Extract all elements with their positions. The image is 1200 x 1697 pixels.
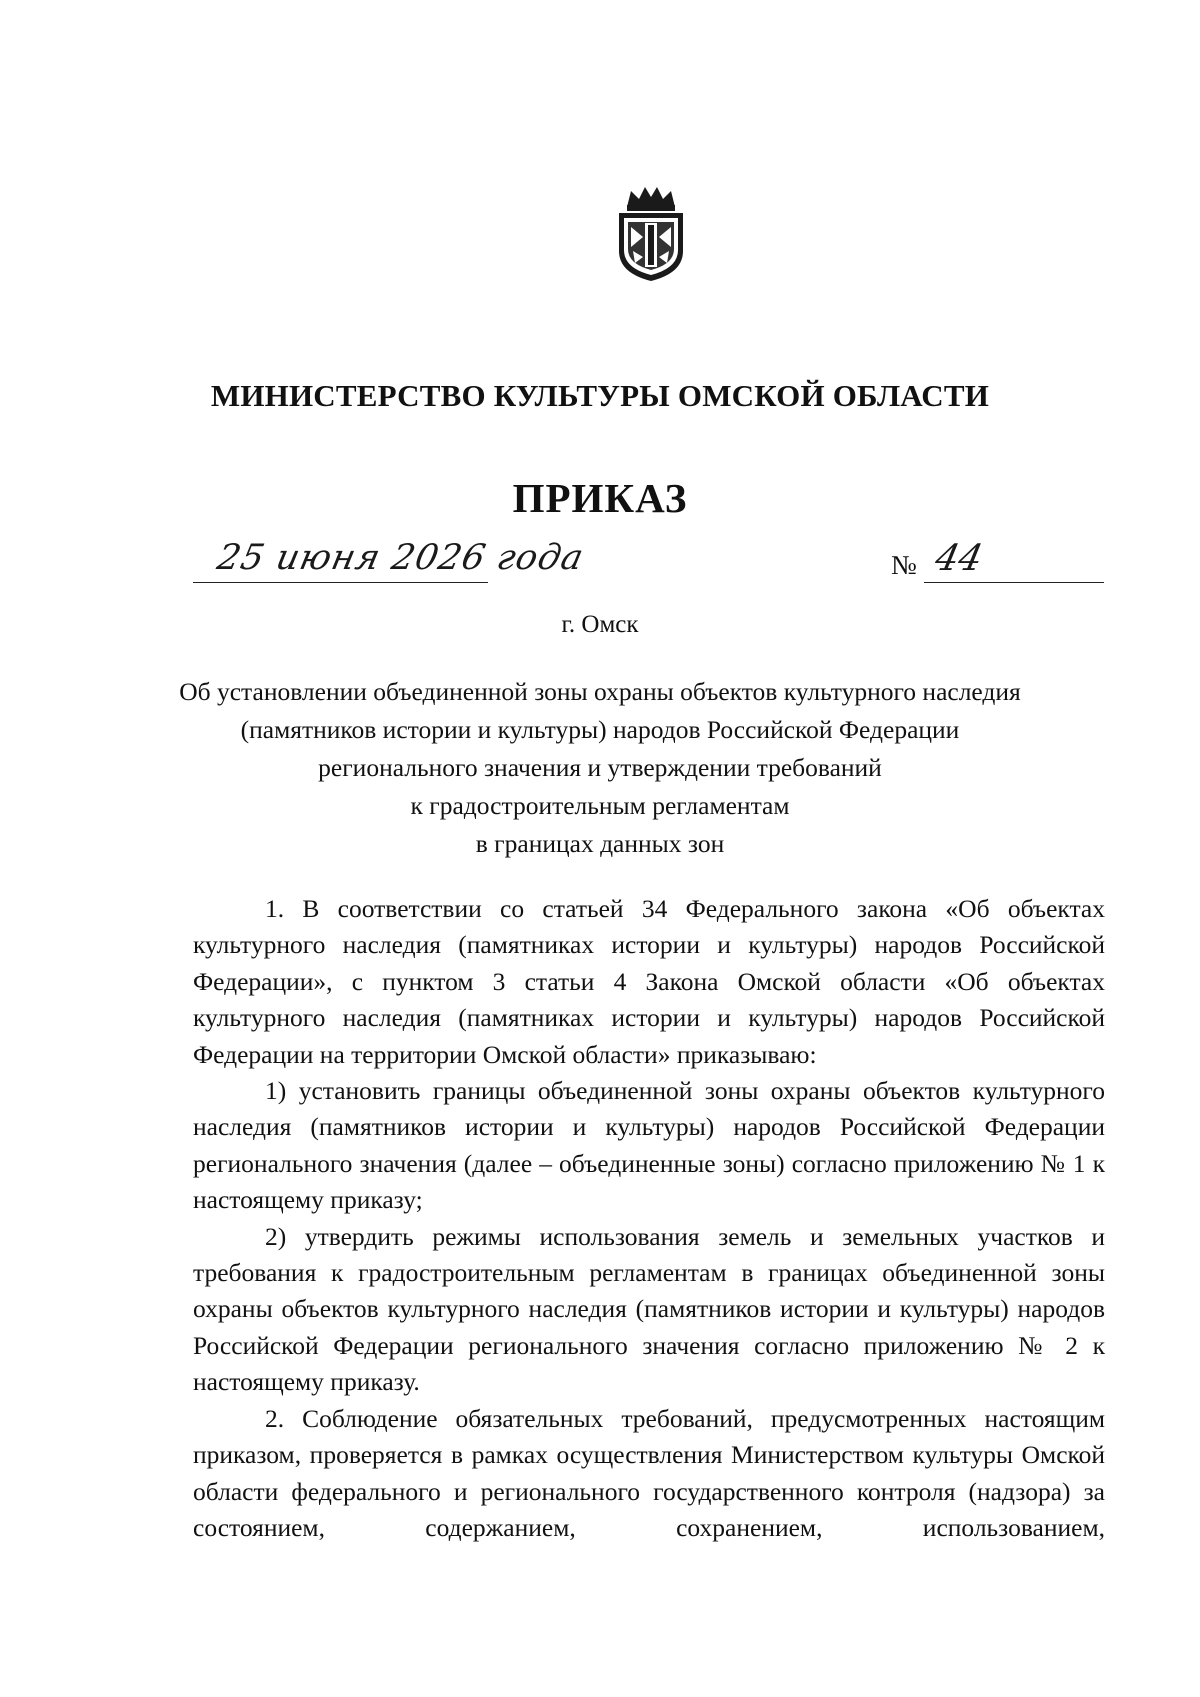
number-label: № [891,550,917,580]
order-subject [150,673,1050,863]
subject-line: Об установлении объединенной зоны охраны объектов культурного наследия [179,677,1021,706]
paragraph-2: 2. Соблюдение обязательных требований, предусмотренных настоящим приказом, проверяется в рамках осуществления Министерством культуры Омской области федерального и регионального государственного контроля (надзора) за состоянием, содержанием, сохранением, использованием, [193,1403,1105,1542]
handwritten-date: 25 июня 2026 года [213,538,588,578]
paragraph-1-item-1: 1) установить границы объединенной зоны охраны объектов культурного наследия (памятников истории и культуры) народов Российской Федерации регионального значения (далее – объединенные зоны) согласно приложению № 1 к настоящему приказу; [193,1076,1105,1215]
coat-of-arms-emblem [613,185,689,283]
ministry-name: МИНИСТЕРСТВО КУЛЬТУРЫ ОМСКОЙ ОБЛАСТИ [210,378,990,413]
document-type-title: ПРИКАЗ [512,475,688,521]
subject-line: к градостроительным регламентам [410,791,790,820]
paragraph-1: 1. В соответствии со статьей 34 Федерального закона «Об объектах культурного наследия (памятниках истории и культуры) народов Российской Федерации», с пунктом 3 статьи 4 Закона Омской области «Об объектах культурного наследия (памятниках истории и культуры) народов Российской Федерации на территории Омской области» приказываю: [193,894,1105,1069]
order-body [193,891,1105,1546]
subject-line: регионального значения и утверждении требований [318,753,882,782]
handwritten-number: 44 [931,538,987,579]
subject-line: в границах данных зон [475,829,725,858]
paragraph-1-item-2: 2) утвердить режимы использования земель и земельных участков и требования к градостроительным регламентам в границах объединенной зоны охраны объектов культурного наследия (памятников истории и культуры) народов Российской Федерации регионального значения согласно приложению № 2 к настоящему приказу. [193,1221,1105,1397]
city-label: г. Омск [561,611,639,638]
subject-line: (памятников истории и культуры) народов Российской Федерации [240,715,960,744]
